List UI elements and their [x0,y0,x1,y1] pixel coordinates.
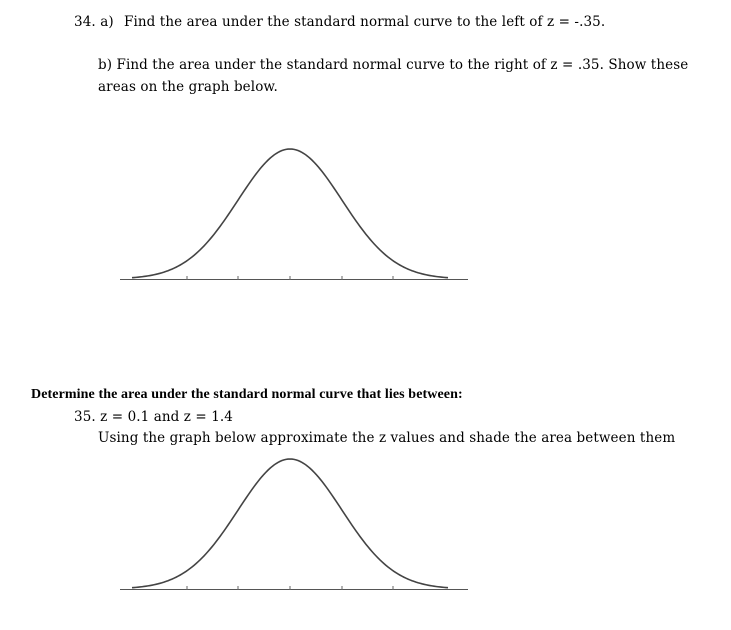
question-34-part-b-line-2: areas on the graph below. [98,79,278,95]
question-34-number: 34. [74,14,96,30]
normal-curve-svg-1 [118,142,470,284]
normal-curve-graph-2 [118,452,470,594]
part-a-label: a) [100,14,114,30]
question-34-part-b-line-1: b) Find the area under the standard normal curve to the right of z = .35. Show these [98,57,689,73]
question-35: 35. z = 0.1 and z = 1.4 [74,409,233,425]
part-a-text: Find the area under the standard normal curve to the left of z = -.35. [124,14,606,30]
normal-curve-svg-2 [118,452,470,594]
normal-curve [132,459,448,588]
normal-curve [132,149,448,278]
section-heading: Determine the area under the standard normal curve that lies between: [31,387,463,402]
question-35-instruction: Using the graph below approximate the z values and shade the area between them [98,430,676,446]
question-34-part-a [74,14,605,30]
normal-curve-graph-1 [118,142,470,284]
